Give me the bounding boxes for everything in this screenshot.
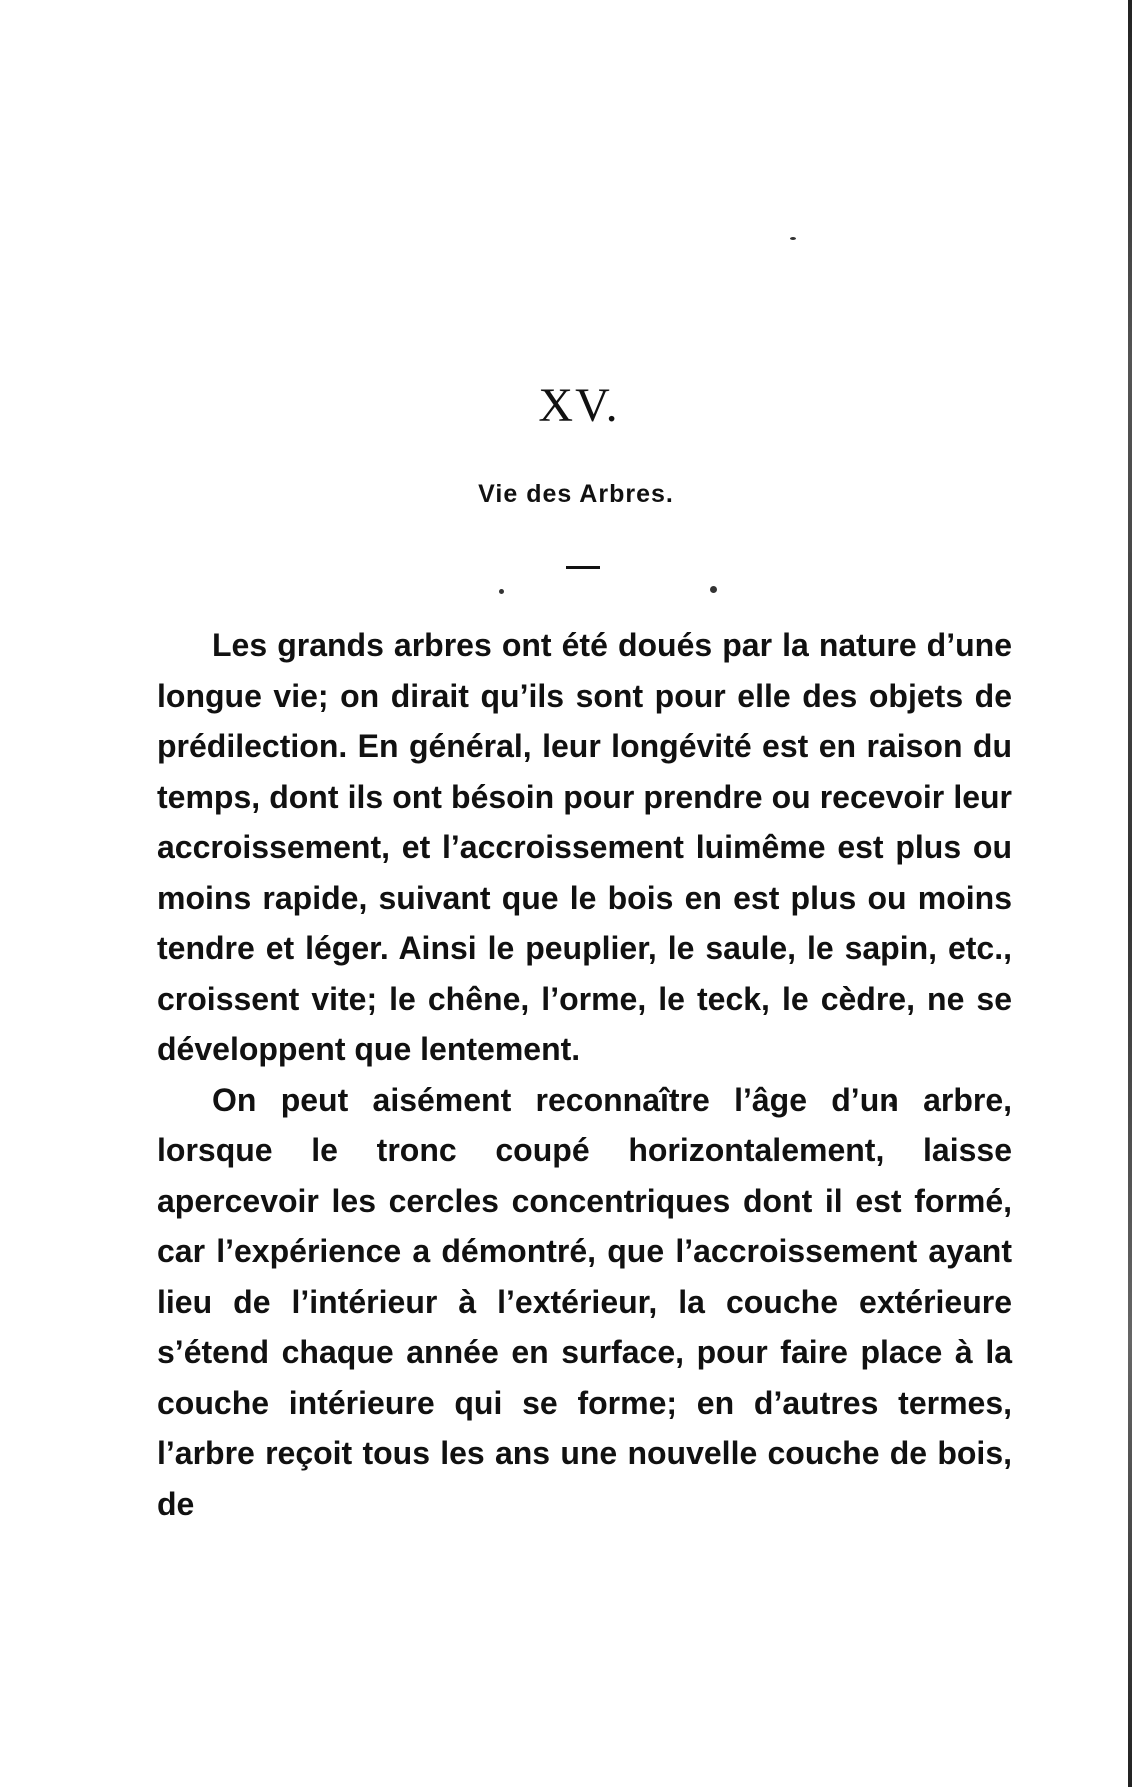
paragraph: Les grands arbres ont été doués par la nature d’une longue vie; on dirait qu’ils sont pour elle des objets de prédilection. En général, leur longévité est en raison du temps, dont ils ont bésoin pour prendre ou recevoir leur accroissement, et l’accroissement luimême est plus ou moins rapide, suivant que le bois en est plus ou moins tendre et léger. Ainsi le peuplier, le saule, le sapin, etc., croissent vite; le chêne, l’orme, le teck, le cèdre, ne se développent que lentement. (157, 627, 1012, 1067)
paragraph: On peut aisément reconnaître l’âge d’un arbre, lorsque le tronc coupé horizontalement, laisse apercevoir les cercles concentriques dont il est formé, car l’expérience a démontré, que l’accroissement ayant lieu de l’intérieur à l’extérieur, la couche extérieure s’étend chaque année en surface, pour faire place à la couche intérieure qui se forme; en d’autres termes, l’arbre reçoit tous les ans une nouvelle couche de bois, de (157, 1081, 1012, 1522)
print-speck (499, 589, 504, 594)
print-speck (710, 586, 717, 593)
body-text (157, 620, 1012, 1529)
print-speck (790, 237, 796, 240)
chapter-title: Vie des Arbres. (478, 480, 674, 508)
chapter-number: XV. (538, 379, 620, 432)
title-divider (566, 566, 600, 569)
page-edge-shadow (1128, 0, 1132, 1787)
